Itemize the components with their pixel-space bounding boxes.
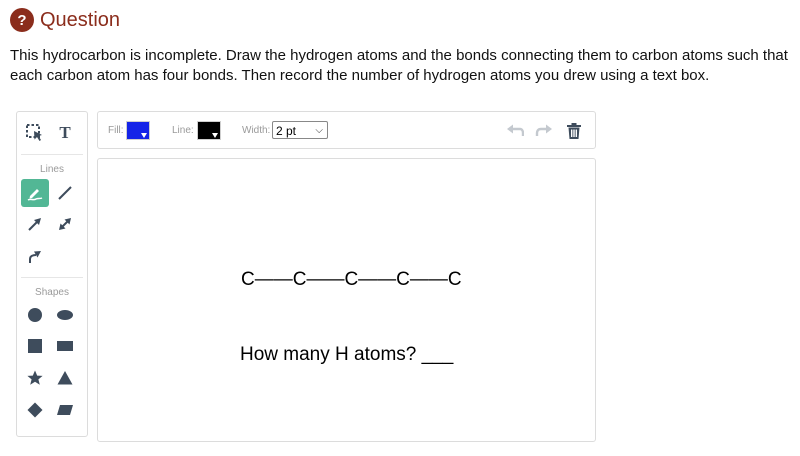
redo-icon[interactable] <box>533 120 555 142</box>
ellipse-tool-icon[interactable] <box>51 301 79 329</box>
triangle-tool-icon[interactable] <box>51 364 79 392</box>
toolbox-divider <box>21 277 83 278</box>
line-color-picker[interactable] <box>197 121 221 140</box>
width-select[interactable] <box>272 121 328 139</box>
drawing-options-bar <box>97 111 596 149</box>
star-tool-icon[interactable] <box>21 364 49 392</box>
rectangle-tool-icon[interactable] <box>51 332 79 360</box>
width-select-value: 2 pt <box>276 124 297 138</box>
h-atoms-question-text[interactable]: How many H atoms? ___ <box>240 344 454 365</box>
line-tool-icon[interactable] <box>51 179 79 207</box>
trash-icon[interactable] <box>563 120 585 142</box>
square-tool-icon[interactable] <box>21 332 49 360</box>
chevron-down-icon: ⌵ <box>315 125 323 136</box>
drawing-canvas[interactable] <box>97 158 596 442</box>
freehand-pen-tool-icon[interactable] <box>21 179 49 207</box>
question-title: Question <box>40 8 121 31</box>
parallelogram-tool-icon[interactable] <box>51 396 79 424</box>
diamond-tool-icon[interactable] <box>21 396 49 424</box>
text-tool-icon[interactable]: T <box>59 123 71 142</box>
fill-color-picker[interactable] <box>126 121 150 140</box>
lines-section-label: Lines <box>40 164 64 175</box>
shapes-section-label: Shapes <box>35 287 69 298</box>
carbon-chain-text[interactable]: C——C——C——C——C <box>241 269 462 290</box>
width-label: Width: <box>242 125 271 136</box>
arrow-tool-icon[interactable] <box>21 210 49 238</box>
question-icon: ? <box>10 8 34 32</box>
undo-icon[interactable] <box>504 120 526 142</box>
question-prompt: This hydrocarbon is incomplete. Draw the hydrogen atoms and the bonds connecting them to carbon atoms such that each carbon atom has four bonds. Then record the number of hydrogen atoms you drew using a text box. <box>10 47 788 84</box>
question-header <box>10 6 120 34</box>
line-label: Line: <box>172 125 194 136</box>
circle-tool-icon[interactable] <box>21 301 49 329</box>
double-arrow-tool-icon[interactable] <box>51 210 79 238</box>
toolbox-divider <box>21 154 83 155</box>
drawing-toolbox <box>16 111 88 437</box>
curved-arrow-tool-icon[interactable] <box>21 242 49 270</box>
select-tool-icon[interactable] <box>21 119 49 147</box>
fill-label: Fill: <box>108 125 124 136</box>
